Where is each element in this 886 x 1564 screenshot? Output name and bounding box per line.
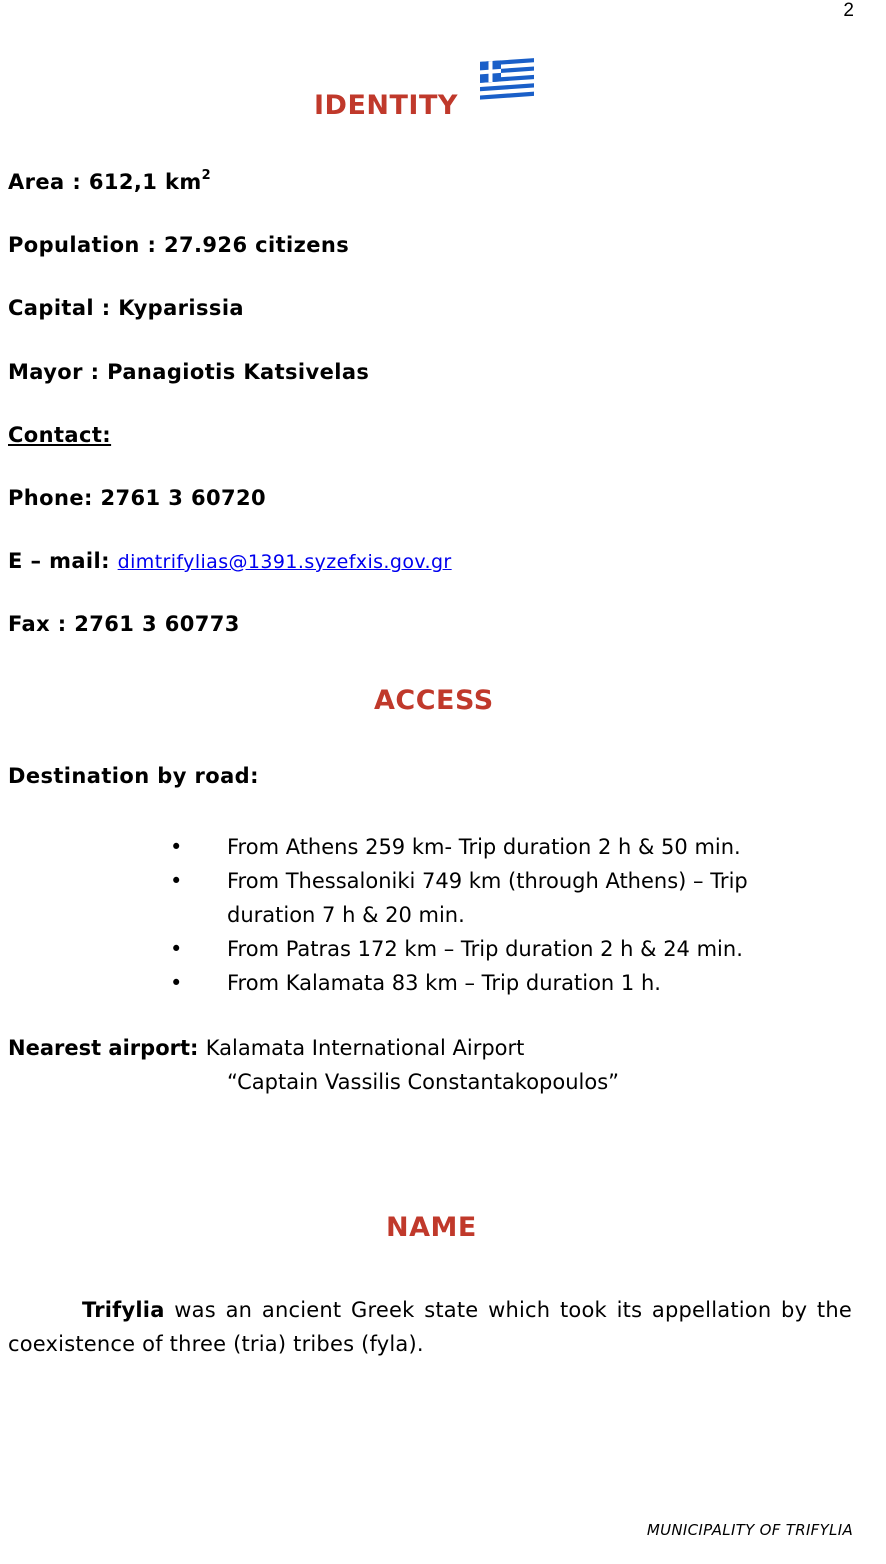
- airport-name-line2: “Captain Vassilis Constantakopoulos”: [227, 1070, 620, 1094]
- area-label: Area :: [8, 170, 89, 194]
- route-text: From Patras 172 km – Trip duration 2 h & 24 min.: [227, 937, 743, 961]
- email-label: E – mail:: [8, 549, 118, 573]
- list-item: [170, 966, 850, 1000]
- area-value: 612,1 km: [88, 170, 202, 194]
- name-text: was an ancient Greek state which took its appellation by the coexistence of three (tria) tribes (fyla).: [8, 1298, 852, 1356]
- page-number: 2: [843, 0, 854, 21]
- bullet: •: [170, 869, 183, 893]
- route-text: From Thessaloniki 749 km (through Athens) – Trip duration 7 h & 20 min.: [227, 869, 748, 927]
- identity-heading: IDENTITY: [314, 90, 458, 121]
- routes-list: [170, 830, 850, 1000]
- footer-text: MUNICIPALITY OF TRIFYLIA: [646, 1521, 853, 1539]
- destination-label: Destination by road:: [8, 764, 259, 788]
- name-bold-term: Trifylia: [82, 1298, 165, 1322]
- access-heading: ACCESS: [374, 685, 494, 716]
- area-superscript: 2: [201, 168, 212, 183]
- bullet: •: [170, 971, 183, 995]
- name-heading: NAME: [386, 1212, 477, 1243]
- capital-value: Kyparissia: [118, 296, 244, 320]
- contact-label: Contact:: [8, 423, 112, 447]
- bullet: •: [170, 835, 183, 859]
- airport-name: Kalamata International Airport: [205, 1036, 525, 1060]
- fax-label: Fax :: [8, 612, 75, 636]
- mayor-line: [8, 360, 369, 384]
- fax-line: [8, 612, 240, 636]
- mayor-label: Mayor :: [8, 360, 108, 384]
- list-item: [170, 830, 850, 864]
- phone-label: Phone:: [8, 486, 101, 510]
- greek-flag-icon: [478, 56, 536, 102]
- airport-label: Nearest airport:: [8, 1036, 206, 1060]
- area-line: [8, 170, 211, 194]
- email-line: [8, 549, 452, 573]
- name-paragraph: [8, 1293, 852, 1361]
- fax-value: 2761 3 60773: [74, 612, 240, 636]
- capital-label: Capital :: [8, 296, 119, 320]
- population-value: 27.926 citizens: [164, 233, 350, 257]
- population-line: [8, 233, 349, 257]
- list-item: [170, 932, 850, 966]
- phone-line: [8, 486, 266, 510]
- airport-line: [8, 1036, 524, 1060]
- capital-line: [8, 296, 244, 320]
- list-item: [170, 864, 850, 932]
- mayor-value: Panagiotis Katsivelas: [107, 360, 370, 384]
- bullet: •: [170, 937, 183, 961]
- email-link[interactable]: dimtrifylias@1391.syzefxis.gov.gr: [117, 551, 452, 573]
- phone-value: 2761 3 60720: [100, 486, 267, 510]
- route-text: From Kalamata 83 km – Trip duration 1 h.: [227, 971, 661, 995]
- route-text: From Athens 259 km- Trip duration 2 h & 50 min.: [227, 835, 741, 859]
- population-label: Population :: [8, 233, 165, 257]
